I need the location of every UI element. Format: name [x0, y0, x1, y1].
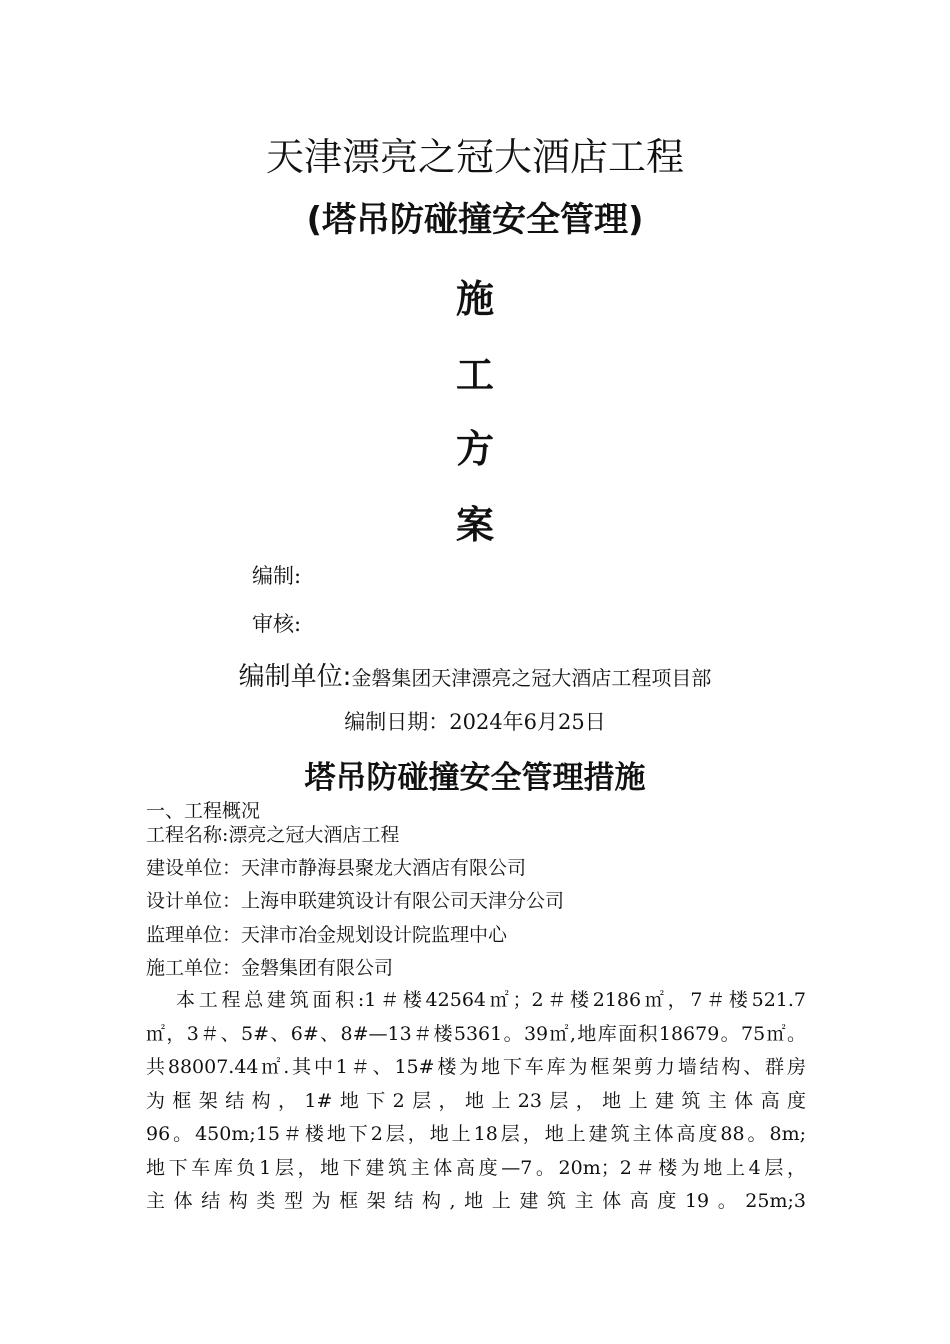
client-unit: 建设单位：天津市静海县聚龙大酒店有限公司: [146, 857, 527, 879]
scheme-char-1: 施: [455, 277, 494, 321]
section-heading: 塔吊防碰撞安全管理措施: [304, 760, 646, 796]
document-subtitle: (塔吊防碰撞安全管理): [306, 200, 644, 240]
scheme-char-4: 案: [455, 503, 494, 547]
compiling-unit: [0, 656, 950, 693]
section-title: 一、工程概况: [146, 800, 261, 822]
compiling-unit-value: 金磐集团天津漂亮之冠大酒店工程项目部: [351, 666, 712, 690]
compile-date: 编制日期：2024年6月25日: [344, 710, 606, 734]
scheme-char-2: 工: [455, 353, 494, 397]
design-unit: 设计单位：上海申联建筑设计有限公司天津分公司: [146, 890, 565, 912]
compiled-by-label: 编制:: [252, 564, 302, 588]
paragraph-line: 共88007.44㎡.其中1＃、15#楼为地下车库为框架剪力墙结构、群房: [146, 1056, 806, 1078]
project-name: 工程名称:漂亮之冠大酒店工程: [146, 824, 400, 846]
paragraph-line: ㎡，3＃、5#、6#、8#—13＃楼5361。39㎡,地库面积18679。75㎡。: [146, 1022, 806, 1045]
reviewed-by-label: 审核:: [252, 612, 302, 636]
paragraph-line: 96。450m;15＃楼地下2层，地上18层，地上建筑主体高度88。8m;: [146, 1123, 806, 1145]
paragraph-line: 主体结构类型为框架结构,地上建筑主体高度19。25m;3: [146, 1190, 806, 1212]
paragraph-line: 本工程总建筑面积:1＃楼42564㎡；2＃楼2186㎡，7＃楼521.7: [176, 989, 806, 1011]
compiling-unit-label: 编制单位:: [238, 662, 352, 692]
construction-unit: 施工单位：金磐集团有限公司: [146, 957, 394, 979]
scheme-char-3: 方: [455, 427, 494, 471]
document-title: 天津漂亮之冠大酒店工程: [265, 135, 684, 179]
overview-paragraph: [146, 984, 806, 1219]
paragraph-line: 地下车库负1层，地下建筑主体高度—7。20m；2＃楼为地上4层，: [146, 1156, 806, 1179]
paragraph-line: 为框架结构，1#地下2层，地上23层，地上建筑主体高度: [146, 1089, 806, 1112]
supervision-unit: 监理单位：天津市冶金规划设计院监理中心: [146, 924, 508, 946]
